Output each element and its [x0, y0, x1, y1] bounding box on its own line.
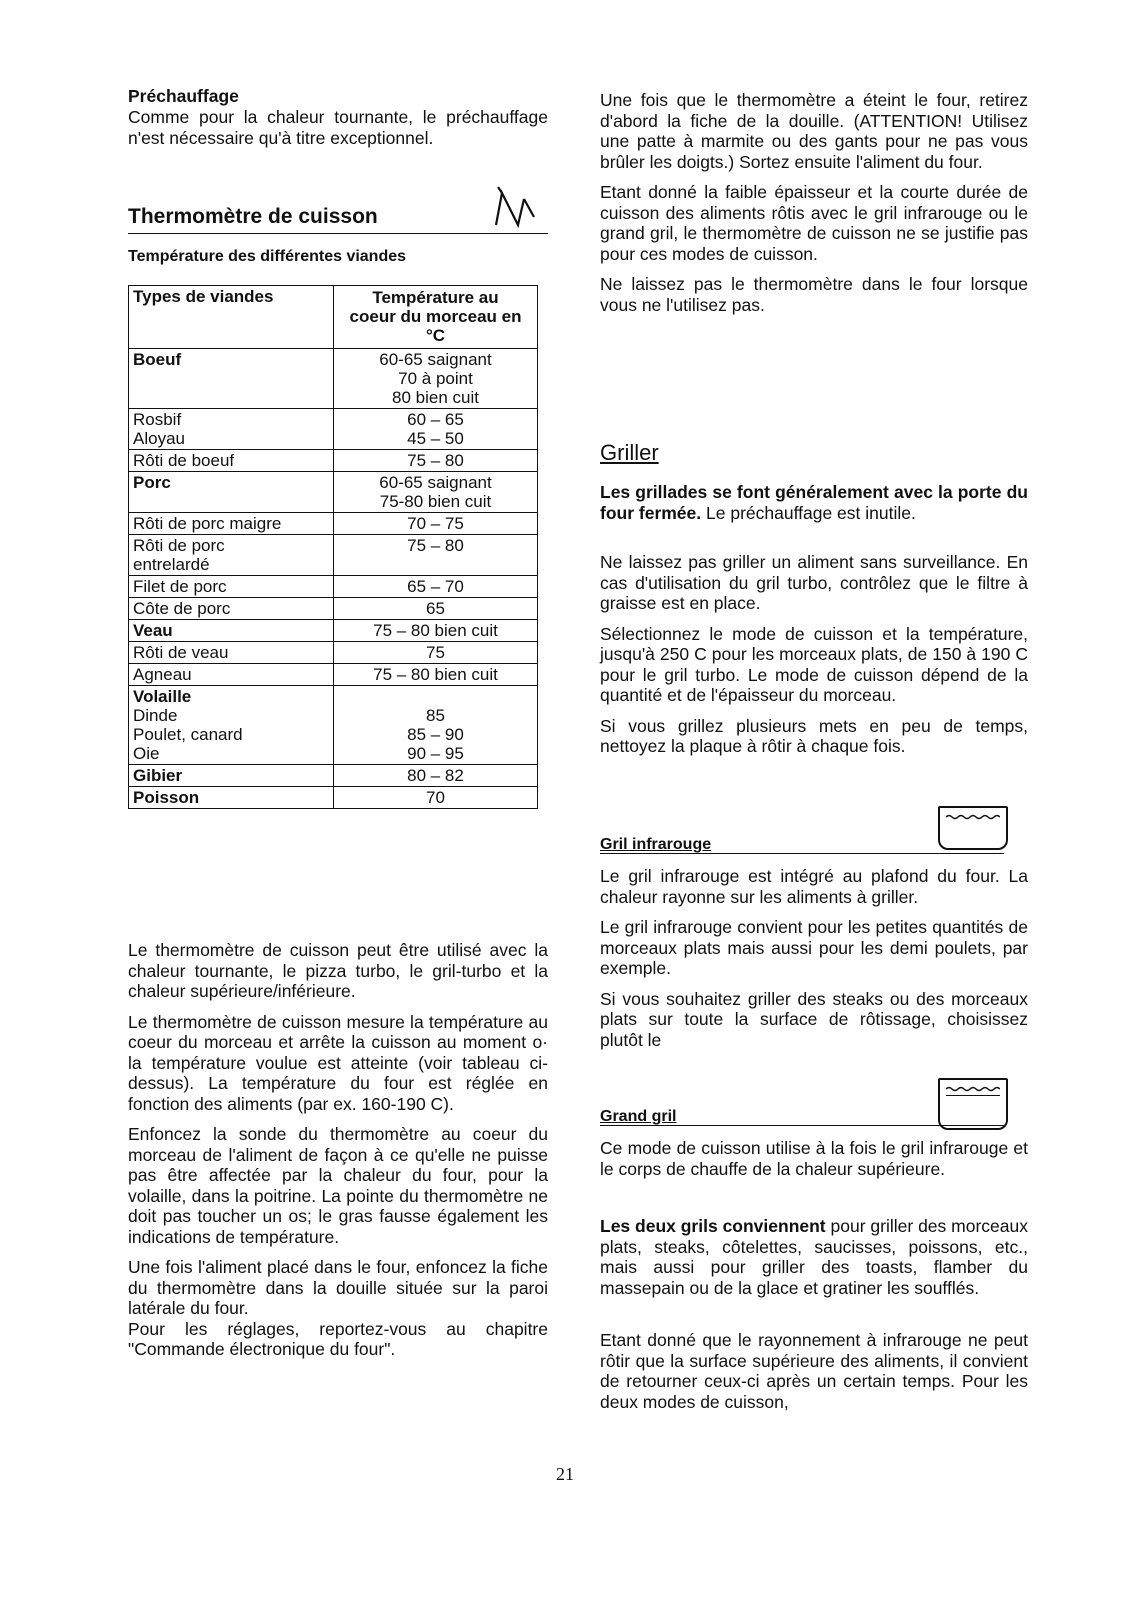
thermometre-subtitle: Température des différentes viandes: [128, 248, 407, 265]
right-top-paragraphs: [600, 90, 1028, 325]
meat-type-cell: [129, 535, 334, 576]
meat-subtypes: Dinde Poulet, canard Oie: [133, 706, 243, 763]
grand-gril-title: Grand gril: [600, 1108, 677, 1125]
table-row: [129, 787, 538, 809]
paragraph: Pour les réglages, reportez-vous au chapitre "Commande électronique du four".: [128, 1318, 548, 1359]
grand-grill-icon: [938, 1078, 1008, 1130]
meat-type-cell: [129, 598, 334, 620]
paragraph: Ne laissez pas griller un aliment sans surveillance. En cas d'utilisation du gril turbo, contrôlez que le filtre à graisse est en place.: [600, 552, 1028, 613]
thermometer-probe-icon: [488, 185, 538, 229]
temperature-cell: 85 85 – 90 90 – 95: [334, 686, 538, 765]
temperature-cell: 80 – 82: [334, 765, 538, 787]
griller-intro-rest: Le préchauffage est inutile.: [701, 502, 916, 523]
prechauffage-text: Comme pour la chaleur tournante, le préchauffage n'est nécessaire qu'à titre exceptionnel.: [128, 107, 548, 148]
meat-type-cell: [129, 765, 334, 787]
table-row: [129, 664, 538, 686]
table-row: [129, 472, 538, 513]
meat-type-cell: [129, 409, 334, 450]
paragraph: Enfoncez la sonde du thermomètre au coeur du morceau de l'aliment de façon à ce qu'elle ne puisse pas être affectée par la chaleur du four, pour la volaille, dans la poitrine. La pointe du thermomètre ne doit pas toucher un os; le gras fausse également les indications de température.: [128, 1124, 548, 1247]
paragraph: Etant donné la faible épaisseur et la courte durée de cuisson des aliments rôtis avec le gril infrarouge ou le grand gril, le thermomètre de cuisson ne se justifie pas pour ces modes de cuisson.: [600, 182, 1028, 264]
meat-type-cell: [129, 576, 334, 598]
temperature-cell: 60 – 65 45 – 50: [334, 409, 538, 450]
meat-type: Filet de porc: [133, 577, 227, 596]
table-header-row: [129, 286, 538, 349]
paragraph: Une fois l'aliment placé dans le four, enfoncez la fiche du thermomètre dans la douille située sur la paroi latérale du four.: [128, 1257, 548, 1318]
prechauffage-heading: Préchauffage: [128, 86, 239, 106]
meat-type: Rôti de porc entrelardé: [133, 536, 225, 574]
table-row: [129, 686, 538, 765]
griller-paragraphs: [600, 552, 1028, 767]
paragraph: Sélectionnez le mode de cuisson et la température, jusqu'à 250 C pour les morceaux plats, de 150 à 190 C pour le gril turbo. Le mode de cuisson dépend de la quantité et de l'épaisseur du morceau.: [600, 623, 1028, 705]
table-row: [129, 535, 538, 576]
temperature-cell: 75 – 80: [334, 450, 538, 472]
meat-table-body: [129, 349, 538, 809]
meat-type-cell: [129, 472, 334, 513]
header-type: Types de viandes: [129, 286, 334, 349]
paragraph: Si vous grillez plusieurs mets en peu de temps, nettoyez la plaque à rôtir à chaque fois.: [600, 715, 1028, 756]
meat-type-cell: [129, 787, 334, 809]
thermometre-title: Thermomètre de cuisson: [128, 205, 378, 228]
gril-infrarouge-paragraphs: [600, 866, 1028, 1060]
table-row: [129, 409, 538, 450]
table-row: [129, 576, 538, 598]
temperature-cell: 60-65 saignant 70 à point 80 bien cuit: [334, 349, 538, 409]
meat-type-cell: [129, 686, 334, 765]
grand-gril-p3: Etant donné que le rayonnement à infrarouge ne peut rôtir que la surface supérieure des aliments, il convient de retourner ceux-ci après un certain temps. Pour les deux modes de cuisson,: [600, 1330, 1028, 1412]
meat-type-cell: [129, 513, 334, 535]
table-row: [129, 642, 538, 664]
thermometre-rule: [128, 233, 548, 234]
gril-infrarouge-rule: [600, 853, 1004, 854]
meat-type: Agneau: [133, 665, 192, 684]
temperature-cell: 75: [334, 642, 538, 664]
grand-gril-p2-rest: pour griller des morceaux plats, steaks, côtelettes, saucisses, poissons, etc., mais aussi pour griller des toasts, flamber du massepain ou de la glace et gratiner les soufflés.: [600, 1216, 1028, 1298]
grand-gril-p2-bold: Les deux grils conviennent: [600, 1216, 826, 1236]
gril-infrarouge-title: Gril infrarouge: [600, 836, 712, 853]
infrared-grill-icon: [938, 806, 1008, 850]
paragraph: Le thermomètre de cuisson peut être utilisé avec la chaleur tournante, le pizza turbo, le gril-turbo et la chaleur supérieure/inférieure.: [128, 940, 548, 1001]
table-row: [129, 513, 538, 535]
paragraph: Le thermomètre de cuisson mesure la température au coeur du morceau et arrête la cuisson au moment o· la température voulue est atteinte (voir tableau ci-dessus). La température du four est réglée en fonction des aliments (par ex. 160-190 C).: [128, 1011, 548, 1114]
grand-gril-p2: [600, 1216, 1028, 1298]
table-row: [129, 598, 538, 620]
meat-type-cell: [129, 642, 334, 664]
temperature-cell: 75 – 80 bien cuit: [334, 620, 538, 642]
grand-gril-p1: Ce mode de cuisson utilise à la fois le gril infrarouge et le corps de chauffe de la chaleur supérieure.: [600, 1138, 1028, 1179]
left-paragraphs: [128, 940, 548, 1370]
meat-type-cell: [129, 349, 334, 409]
meat-type: Côte de porc: [133, 599, 231, 618]
table-row: [129, 450, 538, 472]
meat-type: Rôti de veau: [133, 643, 229, 662]
table-row: [129, 765, 538, 787]
temperature-cell: 75 – 80 bien cuit: [334, 664, 538, 686]
temperature-cell: 60-65 saignant 75-80 bien cuit: [334, 472, 538, 513]
meat-type: Poisson: [133, 788, 200, 807]
meat-type: Porc: [133, 473, 171, 492]
meat-type: Veau: [133, 621, 173, 640]
paragraph: Le gril infrarouge est intégré au plafond du four. La chaleur rayonne sur les aliments à griller.: [600, 866, 1028, 907]
meat-type: Volaille: [133, 687, 192, 706]
page-number: 21: [556, 1464, 574, 1484]
temperature-cell: 70: [334, 787, 538, 809]
meat-type: Rôti de boeuf: [133, 451, 235, 470]
temperature-cell: 70 – 75: [334, 513, 538, 535]
meat-temperature-table: [128, 285, 538, 809]
table-row: [129, 349, 538, 409]
griller-intro-bold: Les grillades se font généralement avec la porte du four fermée.: [600, 482, 1028, 523]
paragraph: Si vous souhaitez griller des steaks ou des morceaux plats sur toute la surface de rôtissage, choisissez plutôt le: [600, 988, 1028, 1050]
temperature-cell: 65: [334, 598, 538, 620]
griller-intro: [600, 482, 1028, 523]
temperature-cell: 75 – 80: [334, 535, 538, 576]
paragraph: Ne laissez pas le thermomètre dans le four lorsque vous ne l'utilisez pas.: [600, 274, 1028, 315]
meat-type: Boeuf: [133, 350, 182, 369]
temperature-cell: 65 – 70: [334, 576, 538, 598]
paragraph: Le gril infrarouge convient pour les petites quantités de morceaux plats mais aussi pour les demi poulets, par exemple.: [600, 917, 1028, 978]
meat-type-cell: [129, 620, 334, 642]
meat-type-cell: [129, 664, 334, 686]
griller-title: Griller: [600, 440, 659, 465]
header-temperature: Température au coeur du morceau en °C: [334, 286, 538, 349]
paragraph: Une fois que le thermomètre a éteint le four, retirez d'abord la fiche de la douille. (ATTENTION! Utilisez une patte à marmite ou des gants pour ne pas vous brûler les doigts.) Sortez ensuite l'aliment du four.: [600, 90, 1028, 172]
meat-type: Rôti de porc maigre: [133, 514, 282, 533]
meat-type-cell: [129, 450, 334, 472]
meat-type: Rosbif Aloyau: [133, 410, 185, 448]
table-row: [129, 620, 538, 642]
meat-type: Gibier: [133, 766, 183, 785]
